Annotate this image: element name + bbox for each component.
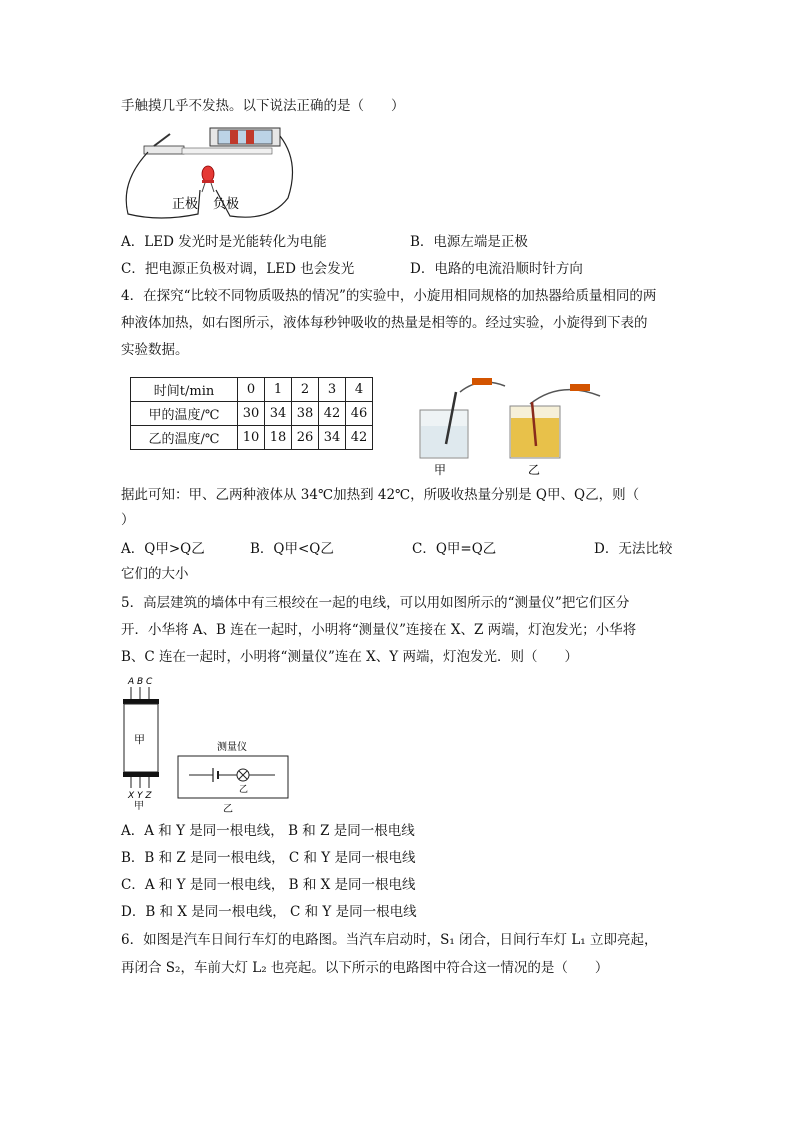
beaker-jia-label: 甲 — [434, 463, 447, 477]
q5-stem-line-2: 开．小华将 A、B 连在一起时，小明将“测量仪”连接在 X、Z 两端，灯泡发光；小华将 — [121, 622, 637, 638]
table-cell: 34 — [265, 402, 292, 426]
table-cell: 乙的温度/℃ — [131, 426, 238, 450]
table-cell: 34 — [319, 426, 346, 450]
q5-stem-line-3: B、C 连在一起时，小明将“测量仪”连在 X、Y 两端，灯泡发光．则（ ） — [121, 649, 578, 665]
q5-wire-figure — [120, 672, 170, 812]
wire-top-labels: A B C — [128, 677, 153, 687]
q4-stem-line-3: 实验数据。 — [121, 342, 189, 358]
q5-option-a: A．A 和 Y 是同一根电线， B 和 Z 是同一根电线 — [121, 823, 415, 839]
table-cell: 26 — [292, 426, 319, 450]
table-cell: 10 — [238, 426, 265, 450]
wire-body-label: 甲 — [134, 733, 145, 746]
q4-option-a: A．Q甲>Q乙 — [121, 541, 205, 557]
table-cell: 时间t/min — [131, 378, 238, 402]
q4-conclusion-line-2: ） — [121, 512, 135, 528]
q4-option-d: D．无法比较 — [594, 541, 673, 557]
q4-option-b: B．Q甲<Q乙 — [250, 541, 334, 557]
meter-title: 测量仪 — [217, 742, 247, 753]
q3-circuit-figure — [120, 122, 300, 222]
table-cell: 0 — [238, 378, 265, 402]
table-row — [131, 402, 373, 426]
table-cell: 46 — [346, 402, 373, 426]
q3-stem-tail: 手触摸几乎不发热。以下说法正确的是（ ） — [121, 98, 405, 114]
q4-conclusion-line-1: 据此可知：甲、乙两种液体从 34℃加热到 42℃，所吸收热量分别是 Q甲、Q乙，则（ — [121, 487, 640, 503]
q3-option-d: D．电路的电流沿顺时针方向 — [410, 261, 583, 277]
table-cell: 42 — [346, 426, 373, 450]
q5-meter-figure — [175, 740, 295, 816]
q6-stem-line-1: 6．如图是汽车日间行车灯的电路图。当汽车启动时，S₁ 闭合，日间行车灯 L₁ 立即亮起， — [121, 932, 658, 948]
table-cell: 42 — [319, 402, 346, 426]
q4-option-d-wrap: 它们的大小 — [121, 566, 189, 582]
table-cell: 3 — [319, 378, 346, 402]
q4-stem-line-1: 4．在探究“比较不同物质吸热的情况”的实验中，小旋用相同规格的加热器给质量相同的两 — [121, 288, 657, 304]
led-negative-label: 负极 — [213, 197, 240, 212]
q6-stem-line-2: 再闭合 S₂，车前大灯 L₂ 也亮起。以下所示的电路图中符合这一情况的是（ ） — [121, 960, 609, 976]
table-cell: 4 — [346, 378, 373, 402]
wire-bottom-labels: X Y Z — [128, 791, 152, 801]
q4-data-table — [130, 377, 373, 450]
table-row — [131, 426, 373, 450]
table-cell: 18 — [265, 426, 292, 450]
q5-stem-line-1: 5．高层建筑的墙体中有三根绞在一起的电线，可以用如图所示的“测量仪”把它们区分 — [121, 595, 630, 611]
table-cell: 2 — [292, 378, 319, 402]
q5-option-b: B．B 和 Z 是同一根电线， C 和 Y 是同一根电线 — [121, 850, 416, 866]
table-cell: 38 — [292, 402, 319, 426]
table-cell: 甲的温度/℃ — [131, 402, 238, 426]
table-cell: 30 — [238, 402, 265, 426]
q4-option-c: C．Q甲=Q乙 — [412, 541, 497, 557]
wire-caption: 甲 — [134, 801, 144, 812]
q4-stem-line-2: 种液体加热，如右图所示，液体每秒钟吸收的热量是相等的。经过实验，小旋得到下表的 — [121, 315, 648, 331]
led-positive-label: 正极 — [172, 197, 199, 212]
meter-inner-label: 乙 — [239, 785, 249, 795]
q3-option-a: A．LED 发光时是光能转化为电能 — [121, 234, 327, 250]
q5-option-d: D．B 和 X 是同一根电线， C 和 Y 是同一根电线 — [121, 904, 417, 920]
q4-beakers-figure — [410, 374, 610, 480]
table-cell: 1 — [265, 378, 292, 402]
table-row — [131, 378, 373, 402]
q3-option-c: C．把电源正负极对调，LED 也会发光 — [121, 261, 355, 277]
q3-option-b: B．电源左端是正极 — [410, 234, 528, 250]
beaker-yi-label: 乙 — [528, 463, 541, 477]
meter-caption: 乙 — [223, 804, 233, 815]
q5-option-c: C．A 和 Y 是同一根电线， B 和 X 是同一根电线 — [121, 877, 416, 893]
